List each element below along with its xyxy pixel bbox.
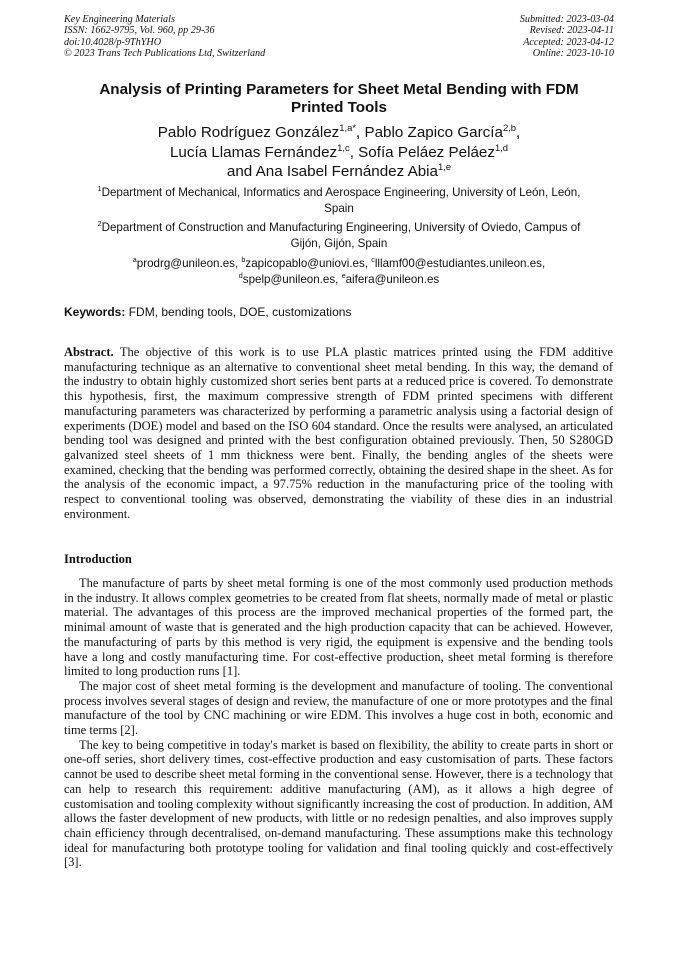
email-link[interactable]: aifera@unileon.es [345,272,440,286]
email-link[interactable]: prodrg@unileon.es [136,257,235,270]
author-name: Lucía Llamas Fernández [169,143,338,161]
journal-info [64,14,265,60]
email-mark: b [241,255,246,265]
author-list [64,123,614,182]
author-affiliation-mark: 1,c [337,141,350,153]
title-line-1: Analysis of Printing Parameters for Sheet Metal Bending with FDM [99,81,579,98]
author-line-3 [64,162,614,182]
email-separator: , [335,272,342,286]
affiliation-mark: 2 [97,219,102,229]
abstract-text: The objective of this work is to use PLA plastic matrices printed using the FDM additive manufacturing technique as an alternative to conventional sheet metal bending. In this way, the demand of the industry to obtain highly customized short series bent parts at a reduced price is covered. To demonstrate this hypothesis, first, the maximum compressive strength of FDM printed specimens with different manufacturing parameters was characterized by performing a parametric analysis using a factorial design of experiments (DOE) model and based on the ISO 604 standard. Once the results were analysed, an articulated bending tool was designed and printed with the best configuration obtained previously. Then, 50 S280GD galvanized steel sheets of 1 mm thickness were bent. Finally, the bending angles of the sheets were examined, checking that the bending was performed correctly, obtaining the desired shape in the sheet. As for the analysis of the economic impact, a 97.75% reduction in the manufacturing price of the tooling with respect to conventional tooling was observed, demonstrating the viability of these dies in an industrial environment. [64,345,613,521]
author-prefix: and [226,163,256,180]
email-mark: a [132,255,137,265]
author-line-2 [64,143,614,163]
author-separator: , [516,124,521,141]
email-link[interactable]: lllamf00@estudiantes.unileon.es [374,257,542,270]
email-mark: d [238,270,243,280]
affiliation-text: Gijón, Gijón, Spain [290,236,388,250]
email-separator: , [234,257,242,270]
email-separator: , [364,257,372,270]
abstract [64,345,613,521]
journal-issn: ISSN: 1662-9795, Vol. 960, pp 29-36 [64,25,215,37]
introduction-body [64,576,613,870]
affiliation-text: Department of Construction and Manufacturing Engineering, University of Oviedo, Campus of [101,221,581,234]
affiliation-text: Spain [324,201,354,215]
author-name: Pablo Rodríguez González [157,124,340,141]
date-submitted: Submitted: 2023-03-04 [519,14,614,25]
author-name: Sofía Peláez Peláez [358,143,495,161]
email-link[interactable]: zapicopablo@uniovi.es [245,257,365,270]
keywords-label: Keywords: [64,305,126,319]
author-affiliation-mark: 2,b [502,121,517,133]
author-separator: , [356,124,365,141]
journal-copyright: © 2023 Trans Tech Publications Ltd, Switzerland [64,48,266,60]
author-separator: , [349,143,359,161]
abstract-label: Abstract. [64,345,114,359]
author-affiliation-mark: 1,d [494,141,509,153]
title-line-2: Printed Tools [291,99,387,116]
paragraph: The major cost of sheet metal forming is the development and manufacture of tooling. The conventional process involves several stages of design and review, the manufacture of one or more prototypes and the final manufacture of the tool by CNC machining or wire EDM. This involves a huge cost in both, economic and time terms [2]. [64,678,613,738]
author-affiliation-mark: 1,a* [339,121,357,133]
paragraph: The key to being competitive in today's market is based on flexibility, the ability to create parts in short or one-off series, short delivery times, cost-effective production and easy customisation of parts. These factors cannot be used to describe sheet metal forming in the conventional sense. However, there is a technology that can help to research this requirement: additive manufacturing (AM), as it allows a high degree of customisation and tooling complexity without significantly increasing the cost of production. In addition, AM allows the faster development of new products, with little or no redesign penalties, and also improves supply chain efficiency through decentralised, on-demand manufacturing. These assumptions make this technology ideal for manufacturing both prototype tooling for validation and final tooling quickly and cost-effectively [3]. [64,737,613,870]
publication-dates [520,14,614,60]
author-line-1 [64,123,614,143]
author-affiliation-mark: 1,e [438,160,452,172]
paper-title [64,81,614,117]
date-accepted: Accepted: 2023-04-12 [523,36,614,48]
keywords-text: FDM, bending tools, DOE, customizations [125,305,352,319]
section-heading-introduction: Introduction [64,552,132,566]
paragraph: The manufacture of parts by sheet metal forming is one of the most commonly used production methods in the industry. It allows complex geometries to be created from flat sheets, normally made of metal or plastic material. The advantages of this process are the improved mechanical properties of the formed part, the minimal amount of waste that is generated and the high production capacity that can be achieved. However, the manufacturing of parts by this method is very rigid, the equipment is expensive and the bending tools have a long and costly manufacturing time. For cost-effective production, sheet metal forming is therefore limited to long production runs [1]. [64,576,613,679]
affiliation-2 [64,220,614,251]
affiliation-1 [64,185,614,216]
author-emails [64,256,614,287]
affiliation-text: Department of Mechanical, Informatics and Aerospace Engineering, University of León, León, [101,186,581,199]
affiliation-mark: 1 [97,184,102,194]
email-separator: , [541,257,546,270]
keywords [64,305,351,320]
author-name: Ana Isabel Fernández Abia [255,163,439,180]
date-online: Online: 2023-10-10 [532,48,614,60]
author-name: Pablo Zapico García [364,124,503,141]
email-mark: c [371,255,375,265]
journal-name: Key Engineering Materials [64,14,175,25]
email-mark: e [341,270,346,280]
journal-doi: doi:10.4028/p-9ThYHO [64,36,162,48]
date-revised: Revised: 2023-04-11 [529,25,614,37]
email-link[interactable]: spelp@unileon.es [242,272,336,286]
